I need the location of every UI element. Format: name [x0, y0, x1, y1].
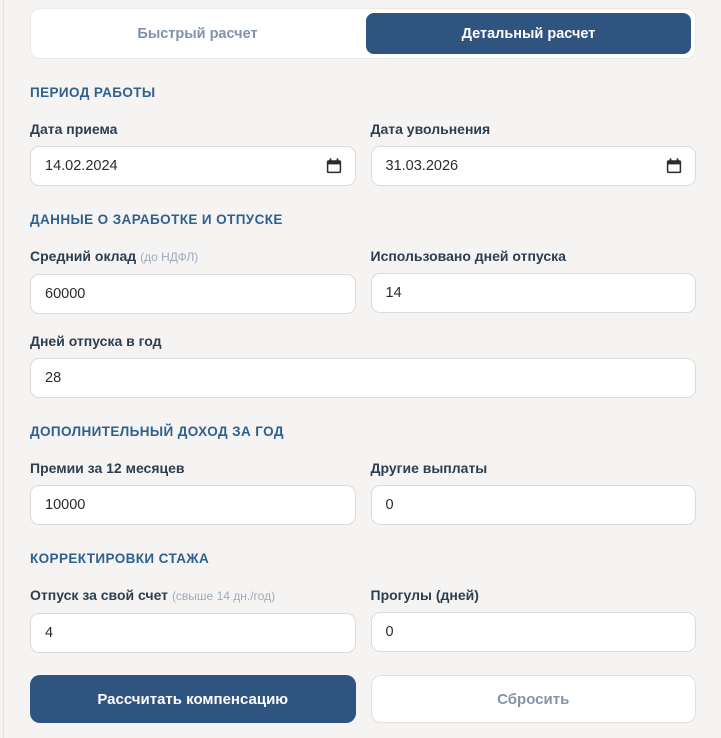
bonuses-input[interactable] — [30, 485, 356, 525]
dismissal-date-label: Дата увольнения — [370, 121, 491, 137]
section-earnings-vacation — [30, 212, 696, 398]
average-salary-label: Средний оклад (до НДФЛ) — [30, 248, 199, 264]
section-title-work-period: ПЕРИОД РАБОТЫ — [30, 85, 156, 100]
section-title-adjustments: КОРРЕКТИРОВКИ СТАЖА — [30, 551, 210, 566]
unpaid-leave-label: Отпуск за свой счет (свыше 14 дн./год) — [30, 587, 276, 603]
tab-detailed-calculation[interactable]: Детальный расчет — [366, 13, 691, 54]
absenteeism-input[interactable] — [371, 612, 697, 652]
calculation-mode-tabs — [30, 8, 696, 59]
field-dismissal-date — [371, 121, 697, 186]
average-salary-hint: (до НДФЛ) — [140, 250, 199, 264]
field-bonuses — [30, 460, 356, 525]
hire-date-value: 14.02.2024 — [45, 158, 118, 174]
tab-quick-calculation[interactable]: Быстрый расчет — [137, 25, 258, 42]
field-vacation-days-per-year — [30, 333, 696, 398]
calendar-icon[interactable] — [666, 158, 682, 174]
dismissal-date-input[interactable] — [371, 146, 697, 186]
average-salary-input[interactable] — [30, 274, 356, 314]
dismissal-date-value: 31.03.2026 — [385, 158, 459, 174]
other-payments-input[interactable] — [371, 485, 697, 525]
used-vacation-days-label: Использовано дней отпуска — [370, 248, 566, 264]
vacation-days-per-year-label: Дней отпуска в год — [30, 333, 162, 349]
field-absenteeism — [371, 587, 697, 653]
section-title-additional-income: ДОПОЛНИТЕЛЬНЫЙ ДОХОД ЗА ГОД — [30, 424, 284, 439]
left-edge-divider — [3, 0, 4, 738]
reset-button[interactable]: Сбросить — [371, 675, 697, 723]
vacation-days-per-year-input[interactable] — [30, 358, 696, 398]
field-unpaid-leave — [30, 587, 356, 653]
action-buttons — [30, 675, 696, 723]
section-work-period — [30, 85, 696, 186]
used-vacation-days-input[interactable] — [371, 273, 697, 313]
field-used-vacation-days — [371, 248, 697, 314]
field-other-payments — [371, 460, 697, 525]
section-seniority-adjustments — [30, 551, 696, 653]
calendar-icon[interactable] — [326, 158, 342, 174]
unpaid-leave-hint: (свыше 14 дн./год) — [171, 589, 276, 603]
calculate-compensation-button[interactable]: Рассчитать компенсацию — [30, 675, 356, 723]
section-additional-income — [30, 424, 696, 525]
section-title-earnings: ДАННЫЕ О ЗАРАБОТКЕ И ОТПУСКЕ — [30, 212, 283, 227]
field-average-salary — [30, 248, 356, 314]
other-payments-label: Другие выплаты — [370, 460, 488, 476]
unpaid-leave-input[interactable] — [30, 613, 356, 653]
hire-date-input[interactable] — [30, 146, 356, 186]
hire-date-label: Дата приема — [30, 121, 118, 137]
bonuses-label: Премии за 12 месяцев — [30, 460, 185, 476]
absenteeism-label: Прогулы (дней) — [370, 587, 479, 603]
field-hire-date — [30, 121, 356, 186]
